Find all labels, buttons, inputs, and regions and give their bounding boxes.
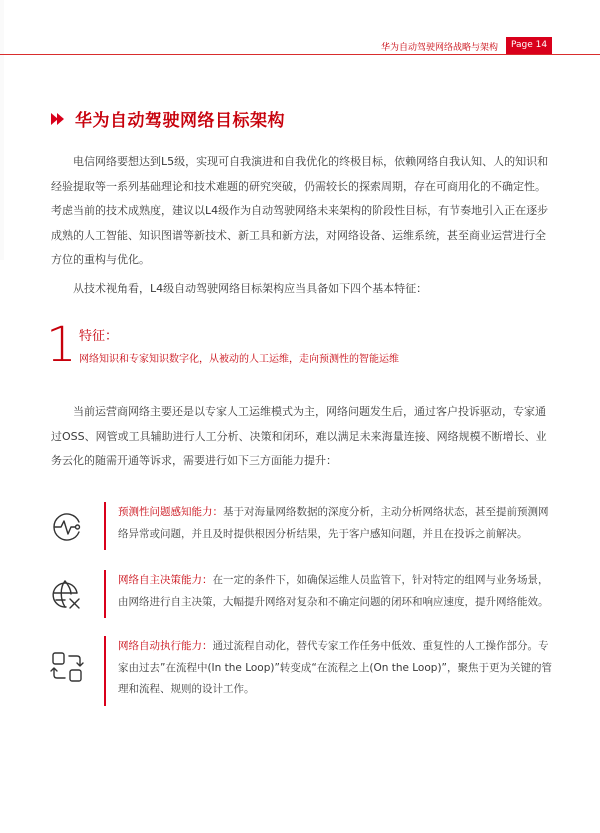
feature-callout [46, 317, 546, 373]
capability-heading: 网络自主决策能力： [118, 574, 213, 586]
section-title: 华为自动驾驶网络目标架构 [75, 111, 285, 131]
current-state-paragraph: 当前运营商网络主要还是以专家人工运维模式为主，网络问题发生后，通过客户投诉驱动，专家通过OSS、网管或工具辅助进行人工分析、决策和闭环，难以满足未来海量连接、网络规模不断增长、业务云化的随需开通等诉求，需要进行如下三方面能力提升： [51, 405, 547, 467]
capability-accent-bar [104, 502, 106, 550]
capability-text [118, 636, 556, 701]
capability-item [46, 500, 556, 556]
capability-text [118, 570, 556, 613]
pulse-circle-icon [50, 510, 84, 544]
page-header [0, 37, 600, 57]
capability-heading: 预测性问题感知能力： [118, 506, 223, 518]
feature-number: 1 [46, 317, 77, 373]
capability-body: 基于对海量网络数据的深度分析，主动分析网络状态，甚至提前预测网络异常或问题，并且及时提供根因分析结果，先于客户感知问题，并且在投诉之前解决。 [118, 506, 549, 540]
capability-accent-bar [104, 636, 106, 706]
features-lead-paragraph: 从技术视角看，L4级自动驾驶网络目标架构应当具备如下四个基本特征： [73, 282, 428, 295]
capability-text [118, 502, 556, 545]
globe-network-icon [50, 578, 84, 612]
capability-heading: 网络自动执行能力： [118, 640, 213, 652]
capability-item [46, 570, 556, 626]
feature-description: 网络知识和专家知识数字化，从被动的人工运维，走向预测性的智能运维 [79, 354, 399, 365]
page-number-tab: Page 14 [506, 37, 552, 54]
header-doc-title: 华为自动驾驶网络战略与架构 [380, 43, 498, 53]
intro-paragraph: 电信网络要想达到L5级，实现可自我演进和自我优化的终极目标，依赖网络自我认知、人的知识和经验提取等一系列基础理论和技术难题的研究突破，仍需较长的探索周期，存在可商用化的不确定性。考虑当前的技术成熟度，建议以L4级作为自动驾驶网络未来架构的阶段性目标，有节奏地引入正在逐步成熟的人工智能、知识图谱等新技术、新工具和新方法，对网络设备、运维系统，甚至商业运营进行全方位的重构与优化。 [51, 155, 549, 266]
feature-label: 特征： [79, 329, 119, 344]
capability-body: 通过流程自动化，替代专家工作任务中低效、重复性的人工操作部分。专家由过去”在流程中(In the Loop)”转变成“在流程之上(On the Loop)”，聚焦于更为关键的管理和流程、规则的设计工作。 [118, 640, 552, 695]
section-heading [51, 106, 285, 131]
header-rule [0, 54, 600, 55]
capability-item [46, 636, 556, 712]
capability-accent-bar [104, 570, 106, 618]
chevron-right-icon [51, 113, 68, 125]
loop-arrows-icon [50, 650, 84, 684]
capability-body: 在一定的条件下，如确保运维人员监管下，针对特定的组网与业务场景，由网络进行自主决策，大幅提升网络对复杂和不确定问题的闭环和响应速度，提升网络能效。 [118, 574, 549, 608]
